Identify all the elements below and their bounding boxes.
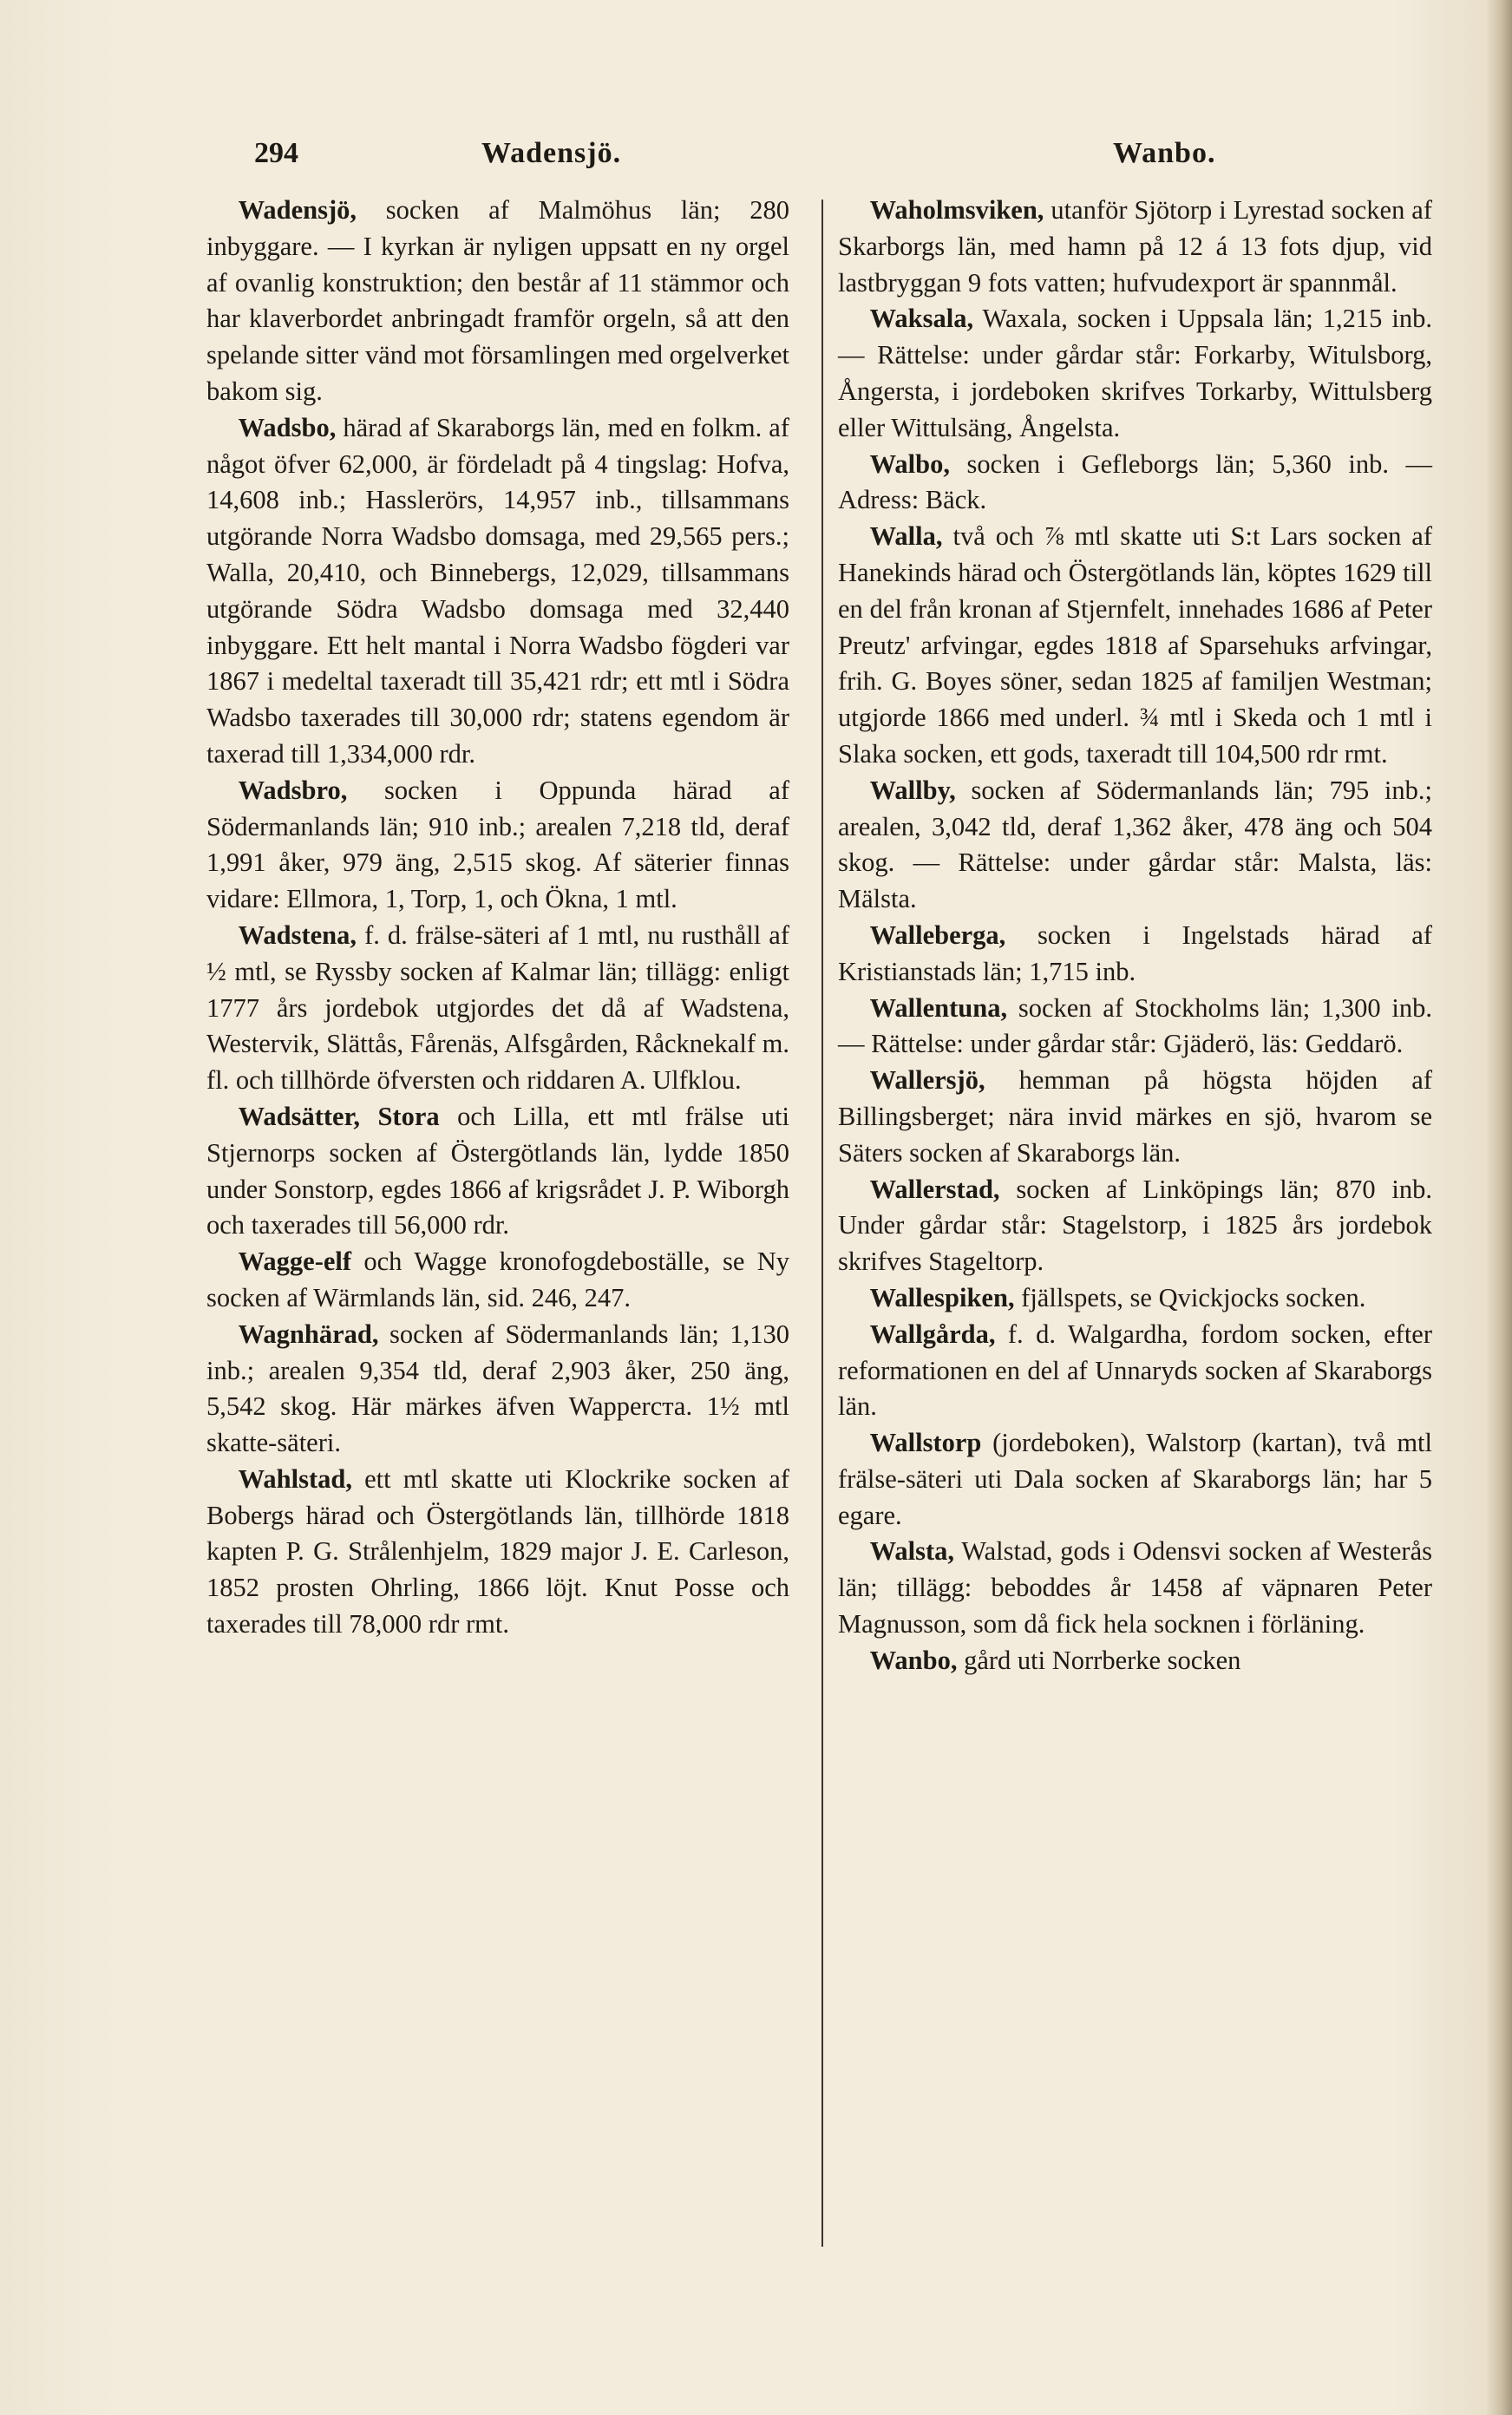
entry-text: gård uti Norrberke socken <box>957 1645 1241 1675</box>
entry-headword: Waholmsviken, <box>869 195 1044 225</box>
entry-text: (jordeboken), Walstorp (kartan), två mtl frälse-säteri uti Dala socken af Skaraborgs län; har 5 egare. <box>838 1428 1432 1530</box>
entry-wadsbo <box>206 410 789 773</box>
entry-text: härad af Skaraborgs län, med en folkm. af något öfver 62,000, är fördeladt på 4 tingslag: Hofva, 14,608 inb.; Hasslerörs, 14,957 inb., tillsammans utgörande Norra Wadsbo domsaga, med 29,565 pers.; Walla, 20,410, och Binnebergs, 12,029, tillsammans utgörande Södra Wadsbo domsaga med 32,440 inbyggare. Ett helt mantal i Norra Wadsbo fögderi var 1867 i medeltal taxeradt till 35,421 rdr; ett mtl i Södra Wadsbo taxerades till 30,000 rdr; statens egendom är taxerad till 1,334,000 rdr. <box>206 412 789 769</box>
entry-headword: Walsta, <box>869 1536 955 1567</box>
running-head-left: Wadensjö. <box>481 137 622 169</box>
entry-headword: Wadsbo, <box>238 412 337 442</box>
entry-headword: Wallentuna, <box>869 992 1008 1023</box>
entry-walsta <box>838 1534 1432 1642</box>
entry-headword: Wadsätter, Stora <box>238 1101 440 1131</box>
entry-walleberga <box>838 918 1432 991</box>
entry-headword: Wagge-elf <box>238 1247 352 1277</box>
right-column <box>838 193 1432 1679</box>
entry-headword: Walla, <box>869 521 943 552</box>
entry-headword: Wallersjö, <box>869 1065 985 1096</box>
entry-text: hemman på högsta höjden af Billingsberget; nära invid märkes en sjö, hvarom se Säters socken af Skaraborgs län. <box>838 1065 1432 1168</box>
page-number: 294 <box>254 137 298 169</box>
entry-wallstorp <box>838 1425 1432 1534</box>
entry-wagge-elf <box>206 1244 789 1317</box>
column-divider <box>821 200 823 2247</box>
entry-text: socken af Linköpings län; 870 inb. Under gårdar står: Stagelstorp, i 1825 års jordebok skrifves Stageltorp. <box>838 1174 1432 1277</box>
entry-text: f. d. Walgardha, fordom socken, efter reformationen en del af Unnaryds socken af Skaraborgs län. <box>838 1319 1432 1422</box>
entry-wagnharad <box>206 1317 789 1462</box>
entry-headword: Wagnhärad, <box>238 1319 379 1349</box>
entry-text: fjällspets, se Qvickjocks socken. <box>1014 1282 1366 1312</box>
entry-walbo <box>838 447 1432 520</box>
entry-headword: Waksala, <box>869 304 974 334</box>
page-header <box>0 137 1512 180</box>
entry-text: socken af Malmöhus län; 280 inbyggare. — I kyrkan är nyligen uppsatt en ny orgel af ovanlig konstruktion; den består af 11 stämmor och har klaverbordet anbringadt framför orgeln, så att den spelande sitter vänd mot församlingen med orgelverket bakom sig. <box>206 195 789 406</box>
entry-text: två och ⅞ mtl skatte uti S:t Lars socken af Hanekinds härad och Östergötlands län, köptes 1629 till en del från kronan af Stjernfelt, innehades 1686 af Peter Preutz' arfvingar, egdes 1818 af Sparsehuks arfvingar, frih. G. Boyes söner, sedan 1825 af familjen Westman; utgjorde 1866 med underl. ¾ mtl i Skeda och 1 mtl i Slaka socken, ett gods, taxeradt till 104,500 rdr rmt. <box>838 521 1432 769</box>
entry-headword: Wadsbro, <box>238 775 348 805</box>
entry-headword: Wahlstad, <box>238 1463 352 1494</box>
entry-text: socken af Södermanlands län; 1,130 inb.; arealen 9,354 tld, deraf 2,903 åker, 250 äng, 5,542 skog. Här märkes äfven Wapperста. 1½ mtl skatte-säteri. <box>206 1319 789 1458</box>
entry-headword: Wadstena, <box>238 920 357 950</box>
entry-headword: Wallby, <box>869 775 956 805</box>
entry-wadsatter <box>206 1099 789 1244</box>
entry-headword: Wallstorp <box>869 1428 982 1458</box>
entry-text: socken af Södermanlands län; 795 inb.; arealen, 3,042 tld, deraf 1,362 åker, 478 äng och 504 skog. — Rättelse: under gårdar står: Malsta, läs: Mälsta. <box>838 775 1432 914</box>
entry-text: f. d. frälse-säteri af 1 mtl, nu rusthåll af ½ mtl, se Ryssby socken af Kalmar län; tillägg: enligt 1777 års jordebok utgjordes det då af Wadstena, Westervik, Slättås, Fårenäs, Alfsgården, Råcknekalf m. fl. och tillhörde öfversten och riddaren A. Ulfklou. <box>206 920 789 1096</box>
entry-wahlstad <box>206 1462 789 1643</box>
entry-text: Walstad, gods i Odensvi socken af Westerås län; tillägg: beboddes år 1458 af väpnaren Peter Magnusson, som då fick hela socknen i förläning. <box>838 1536 1432 1639</box>
entry-wallentuna <box>838 991 1432 1064</box>
entry-waholmsviken <box>838 193 1432 301</box>
page-edge-shadow <box>1486 0 1512 2415</box>
entry-headword: Wallespiken, <box>869 1282 1015 1312</box>
entry-wallerstad <box>838 1172 1432 1280</box>
entry-headword: Wanbo, <box>869 1645 958 1675</box>
entry-text: och Wagge kronofogdeboställe, se Ny socken af Wärmlands län, sid. 246, 247. <box>206 1247 789 1312</box>
entry-text: socken i Ingelstads härad af Kristianstads län; 1,715 inb. <box>838 920 1432 986</box>
entry-wallespiken <box>838 1280 1432 1317</box>
entry-headword: Wallerstad, <box>869 1174 1000 1204</box>
entry-text: socken i Oppunda härad af Södermanlands län; 910 inb.; arealen 7,218 tld, deraf 1,991 åker, 979 äng, 2,515 skog. Af säterier finnas vidare: Ellmora, 1, Torp, 1, och Ökna, 1 mtl. <box>206 775 789 914</box>
entry-wadensjo <box>206 193 789 410</box>
entry-headword: Walbo, <box>869 448 950 479</box>
entry-text: ett mtl skatte uti Klockrike socken af Bobergs härad och Östergötlands län, tillhörde 1818 kapten P. G. Strålenhjelm, 1829 major J. E. Carleson, 1852 prosten Ohrling, 1866 löjt. Knut Posse och taxerades till 78,000 rdr rmt. <box>206 1463 789 1639</box>
entry-wadstena <box>206 918 789 1099</box>
entry-text: socken i Gefleborgs län; 5,360 inb. — Adress: Bäck. <box>838 448 1432 515</box>
entry-wanbo <box>838 1643 1432 1679</box>
entry-headword: Walleberga, <box>869 920 1006 950</box>
entry-headword: Wallgårda, <box>869 1319 996 1349</box>
entry-text: Waxala, socken i Uppsala län; 1,215 inb. — Rättelse: under gårdar står: Forkarby, Witulsborg, Ångersta, i jordeboken skrifves Torkarby, Wittulsberg eller Wittulsäng, Ångelsta. <box>838 304 1432 442</box>
entry-headword: Wadensjö, <box>238 195 357 225</box>
entry-text: socken af Stockholms län; 1,300 inb. — Rättelse: under gårdar står: Gjäderö, läs: Geddarö. <box>838 992 1432 1059</box>
entry-text: och Lilla, ett mtl frälse uti Stjernorps socken af Östergötlands län, lydde 1850 under Sonstorp, egdes 1866 af krigsrådet J. P. Wiborgh och taxerades till 56,000 rdr. <box>206 1101 789 1240</box>
entry-wallby <box>838 773 1432 918</box>
entry-wadsbro <box>206 773 789 918</box>
entry-waksala <box>838 301 1432 446</box>
entry-walla <box>838 519 1432 773</box>
running-head-right: Wanbo. <box>1113 137 1216 169</box>
entry-wallersjo <box>838 1063 1432 1171</box>
entry-text: utanför Sjötorp i Lyrestad socken af Skarborgs län, med hamn på 12 á 13 fots djup, vid lastbryggan 9 fots vatten; hufvudexport är spannmål. <box>838 195 1432 298</box>
entry-wallgarda <box>838 1317 1432 1425</box>
left-column <box>206 193 789 1643</box>
